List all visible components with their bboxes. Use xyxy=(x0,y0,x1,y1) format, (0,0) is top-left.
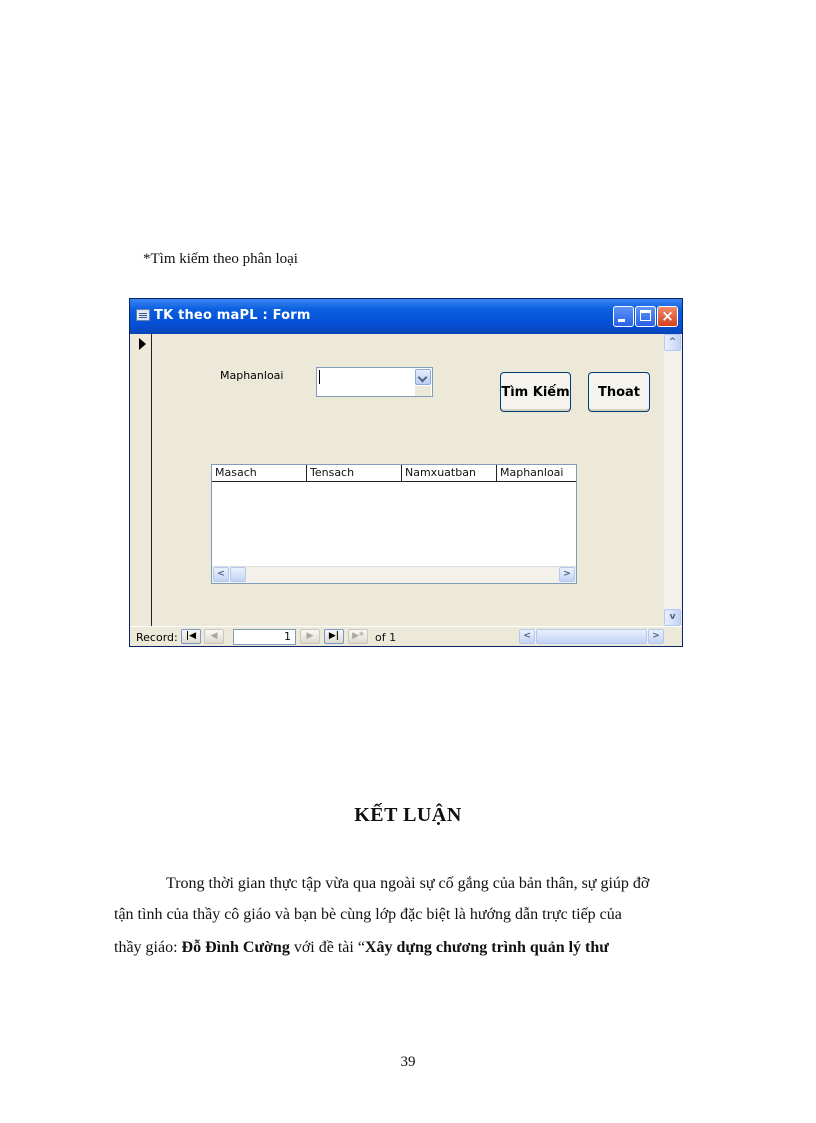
window-title: TK theo maPL : Form xyxy=(154,308,311,323)
minimize-button[interactable] xyxy=(613,306,634,327)
title-bar[interactable] xyxy=(130,299,682,334)
form-horizontal-scrollbar[interactable] xyxy=(519,629,664,644)
form-scroll-thumb[interactable] xyxy=(536,629,647,644)
record-navigation-bar xyxy=(130,626,682,647)
column-header-maphanloai[interactable]: Maphanloai xyxy=(500,466,564,479)
paragraph-line-2: tận tình của thầy cô giáo và bạn bè cùng lớp đặc biệt là hướng dẫn trực tiếp của xyxy=(114,906,622,923)
previous-record-icon[interactable]: ◀ xyxy=(204,629,224,644)
first-record-icon[interactable]: |◀ xyxy=(181,629,201,644)
search-button[interactable]: Tìm Kiếm xyxy=(500,372,571,412)
close-button[interactable] xyxy=(657,306,678,327)
record-selector[interactable] xyxy=(130,334,152,626)
scroll-thumb[interactable] xyxy=(230,567,246,582)
section-heading: KẾT LUẬN xyxy=(354,804,462,826)
close-icon: × xyxy=(661,307,674,325)
form-vertical-scrollbar[interactable] xyxy=(664,334,681,626)
line-3-prefix: thầy giáo: xyxy=(114,939,182,956)
grid-horizontal-scrollbar[interactable] xyxy=(212,566,576,583)
record-count: of 1 xyxy=(375,631,397,644)
form-scroll-left-icon[interactable]: < xyxy=(519,629,535,644)
next-record-icon[interactable]: ▶ xyxy=(300,629,320,644)
text-caret xyxy=(319,370,320,384)
access-form-window xyxy=(129,298,683,647)
teacher-name: Đỗ Đình Cường xyxy=(181,939,290,956)
scroll-up-icon[interactable]: ^ xyxy=(664,334,681,351)
form-scroll-right-icon[interactable]: > xyxy=(648,629,664,644)
column-header-masach[interactable]: Masach xyxy=(212,465,307,481)
maximize-button[interactable] xyxy=(635,306,656,327)
maphanloai-combobox[interactable] xyxy=(316,367,433,397)
record-label: Record: xyxy=(136,631,178,644)
scroll-down-icon[interactable]: v xyxy=(664,609,681,626)
scroll-left-icon[interactable]: < xyxy=(213,567,229,582)
page-number: 39 xyxy=(400,1054,416,1070)
exit-button[interactable]: Thoat xyxy=(588,372,650,412)
line-3-mid: với đề tài “ xyxy=(289,939,365,956)
form-icon xyxy=(136,309,150,321)
scroll-right-icon[interactable]: > xyxy=(559,567,575,582)
combo-spacer xyxy=(415,386,431,396)
chevron-down-icon[interactable] xyxy=(415,369,431,385)
paragraph-line-3 xyxy=(114,940,698,956)
current-record-field[interactable]: 1 xyxy=(233,629,296,645)
grid-header xyxy=(212,465,576,482)
column-header-tensach[interactable]: Tensach xyxy=(307,465,402,481)
thesis-topic: Xây dựng chương trình quản lý thư xyxy=(364,939,609,956)
paragraph-line-1: Trong thời gian thực tập vừa qua ngoài sự cố gắng của bản thân, sự giúp đỡ xyxy=(166,875,650,892)
column-header-namxuatban[interactable]: Namxuatban xyxy=(402,465,497,481)
maphanloai-label: Maphanloai xyxy=(220,369,284,382)
figure-caption: *Tìm kiếm theo phân loại xyxy=(143,251,298,267)
last-record-icon[interactable]: ▶| xyxy=(324,629,344,644)
results-subform[interactable] xyxy=(211,464,577,584)
current-record-arrow-icon xyxy=(139,338,146,350)
new-record-icon[interactable]: ▶* xyxy=(348,629,368,644)
